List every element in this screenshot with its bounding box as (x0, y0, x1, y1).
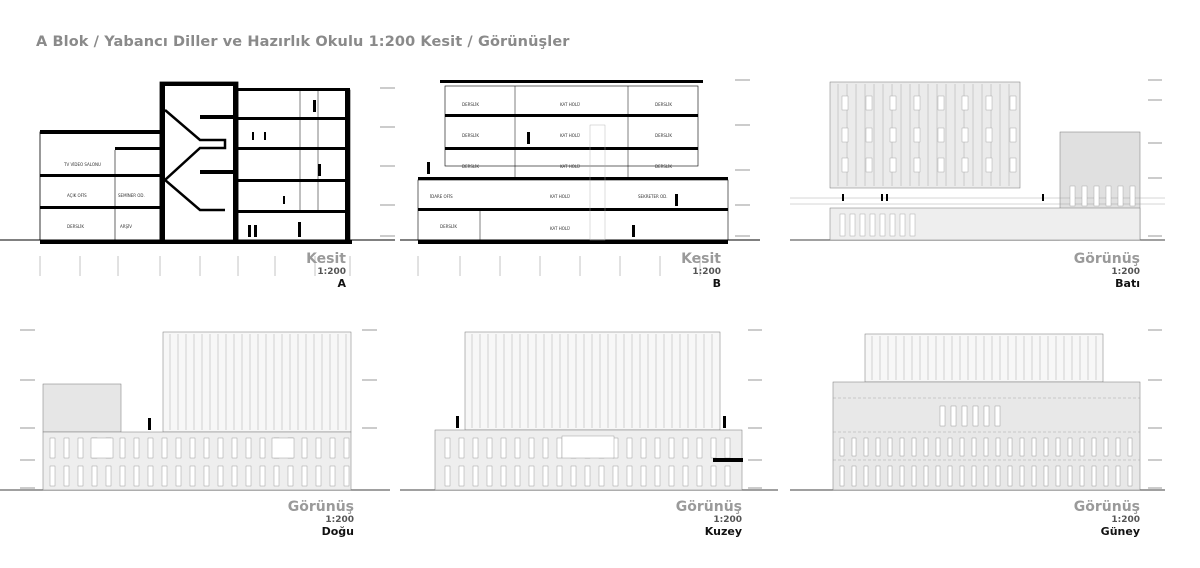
facade-window (162, 438, 167, 458)
room-label: AÇIK OFİS (67, 193, 87, 198)
caption-heading: Görünüş (675, 499, 742, 515)
facade-window (960, 466, 964, 486)
facade-window (697, 466, 702, 486)
facade-window (134, 438, 139, 458)
elevation-east-caption (194, 500, 354, 538)
facade-window (330, 466, 335, 486)
room-label: KAT HOLÜ (560, 133, 580, 138)
level-markers (380, 88, 395, 236)
facade-window (948, 466, 952, 486)
caption-heading: Kesit (306, 251, 346, 267)
facade-window (900, 466, 904, 486)
section-a-panel (0, 70, 400, 300)
facade-window (1116, 438, 1120, 456)
facade-window (1092, 466, 1096, 486)
facade-window (445, 466, 450, 486)
room-label: KAT HOLÜ (550, 194, 570, 199)
room-label: DERSLİK (67, 224, 84, 229)
facade-window (860, 214, 865, 236)
facade-window (972, 438, 976, 456)
level-markers (748, 330, 762, 488)
room-label: DERSLİK (462, 133, 479, 138)
elevation-south-panel (790, 320, 1190, 550)
room-label: DERSLİK (462, 164, 479, 169)
facade-window (960, 438, 964, 456)
facade-window (940, 406, 945, 426)
facade-window (641, 466, 646, 486)
facade-window (962, 406, 967, 426)
facade-window (543, 466, 548, 486)
facade-window (557, 466, 562, 486)
facade-window (683, 438, 688, 458)
facade-window (996, 466, 1000, 486)
facade-window (316, 466, 321, 486)
facade-window (984, 406, 989, 426)
facade-window (914, 128, 920, 142)
facade-window (972, 466, 976, 486)
level-markers (735, 80, 750, 236)
elevation-north-panel (400, 320, 795, 550)
facade-window (866, 128, 872, 142)
facade-window (1104, 438, 1108, 456)
facade-window (1008, 466, 1012, 486)
facade-window (64, 438, 69, 458)
facade-window (627, 438, 632, 458)
facade-window (914, 158, 920, 172)
facade-window (711, 438, 716, 458)
facade-window (515, 438, 520, 458)
facade-window (599, 466, 604, 486)
facade-window (880, 214, 885, 236)
room-label: KAT HOLÜ (550, 226, 570, 231)
facade-window (669, 466, 674, 486)
room-label: KAT HOLÜ (560, 164, 580, 169)
caption-name: Doğu (321, 525, 354, 538)
facade-window (246, 438, 251, 458)
facade-window (951, 406, 956, 426)
caption-scale: 1:200 (692, 267, 721, 277)
elevation-south-caption (980, 500, 1140, 538)
facade-window (557, 438, 562, 458)
facade-window (64, 466, 69, 486)
facade-window (50, 438, 55, 458)
facade-window (162, 466, 167, 486)
facade-window (973, 406, 978, 426)
facade-window (92, 466, 97, 486)
facade-window (986, 128, 992, 142)
facade-window (1032, 438, 1036, 456)
caption-scale: 1:200 (317, 267, 346, 277)
facade-window (344, 466, 349, 486)
facade-window (1068, 438, 1072, 456)
facade-window (1128, 466, 1132, 486)
facade-window (852, 438, 856, 456)
facade-window (78, 466, 83, 486)
room-label: DERSLİK (655, 164, 672, 169)
room-label: DERSLİK (655, 102, 672, 107)
facade-window (190, 466, 195, 486)
facade-window (1080, 438, 1084, 456)
facade-window (936, 438, 940, 456)
facade-window (1044, 438, 1048, 456)
facade-window (996, 438, 1000, 456)
facade-window (683, 466, 688, 486)
facade-window (1080, 466, 1084, 486)
room-label: İDARE OFİS (430, 194, 453, 199)
facade-window (641, 438, 646, 458)
facade-window (1056, 466, 1060, 486)
facade-window (948, 438, 952, 456)
level-markers (1148, 80, 1162, 236)
level-markers (1148, 330, 1162, 488)
facade-window (487, 466, 492, 486)
facade-window (459, 466, 464, 486)
facade-window (148, 438, 153, 458)
caption-name: Kuzey (704, 525, 742, 538)
facade-window (655, 466, 660, 486)
caption-name: B (712, 277, 721, 290)
facade-window (1130, 186, 1135, 206)
caption-name: Güney (1100, 525, 1140, 538)
facade-window (288, 466, 293, 486)
caption-heading: Görünüş (1073, 251, 1140, 267)
facade-window (627, 466, 632, 486)
facade-window (1032, 466, 1036, 486)
facade-window (585, 466, 590, 486)
facade-window (1020, 438, 1024, 456)
facade-window (890, 96, 896, 110)
facade-window (840, 466, 844, 486)
facade-window (459, 438, 464, 458)
facade-window (232, 438, 237, 458)
facade-window (890, 128, 896, 142)
facade-window (1094, 186, 1099, 206)
elevation-north-caption (582, 500, 742, 538)
elevation-west-caption (980, 252, 1140, 290)
facade-window (487, 438, 492, 458)
facade-window (106, 466, 111, 486)
facade-window (984, 438, 988, 456)
facade-window (711, 466, 716, 486)
caption-name: Batı (1115, 277, 1140, 290)
facade-window (986, 158, 992, 172)
facade-window (725, 466, 730, 486)
facade-window (900, 438, 904, 456)
facade-window (870, 214, 875, 236)
facade-window (571, 466, 576, 486)
facade-window (302, 438, 307, 458)
facade-window (190, 438, 195, 458)
facade-window (1044, 466, 1048, 486)
caption-heading: Görünüş (287, 499, 354, 515)
facade-window (842, 128, 848, 142)
facade-window (1010, 96, 1016, 110)
facade-window (473, 438, 478, 458)
facade-window (1070, 186, 1075, 206)
elevation-east-panel (0, 320, 400, 550)
facade-window (260, 438, 265, 458)
facade-window (218, 438, 223, 458)
facade-window (725, 438, 730, 458)
facade-window (890, 158, 896, 172)
facade-window (852, 466, 856, 486)
facade-window (176, 438, 181, 458)
facade-window (1068, 466, 1072, 486)
facade-window (655, 438, 660, 458)
facade-window (984, 466, 988, 486)
facade-window (1118, 186, 1123, 206)
facade-window (473, 466, 478, 486)
room-label: DERSLİK (440, 224, 457, 229)
facade-window (1104, 466, 1108, 486)
facade-window (50, 466, 55, 486)
facade-window (888, 438, 892, 456)
facade-window (864, 438, 868, 456)
facade-window (246, 466, 251, 486)
caption-heading: Kesit (681, 251, 721, 267)
facade-window (543, 438, 548, 458)
facade-window (1128, 438, 1132, 456)
room-label: KAT HOLÜ (560, 102, 580, 107)
facade-window (501, 438, 506, 458)
room-label: DERSLİK (462, 102, 479, 107)
facade-window (1010, 158, 1016, 172)
facade-window (120, 438, 125, 458)
room-label: SEMİNER OD. (118, 193, 145, 198)
facade-window (924, 466, 928, 486)
facade-window (1056, 438, 1060, 456)
facade-window (1092, 438, 1096, 456)
facade-window (316, 438, 321, 458)
caption-scale: 1:200 (713, 515, 742, 525)
room-label: ARŞİV (120, 224, 132, 229)
facade-window (924, 438, 928, 456)
caption-heading: Görünüş (1073, 499, 1140, 515)
section-a-caption (186, 252, 346, 290)
facade-window (842, 96, 848, 110)
room-label: DERSLİK (655, 133, 672, 138)
facade-window (962, 128, 968, 142)
facade-window (515, 466, 520, 486)
facade-window (900, 214, 905, 236)
facade-window (302, 466, 307, 486)
facade-window (986, 96, 992, 110)
facade-window (866, 158, 872, 172)
facade-window (938, 128, 944, 142)
facade-window (134, 466, 139, 486)
caption-scale: 1:200 (1111, 515, 1140, 525)
facade-window (912, 466, 916, 486)
facade-window (260, 466, 265, 486)
facade-window (176, 466, 181, 486)
facade-window (995, 406, 1000, 426)
caption-scale: 1:200 (325, 515, 354, 525)
section-b-panel (400, 70, 795, 300)
facade-window (890, 214, 895, 236)
facade-window (962, 96, 968, 110)
facade-window (204, 438, 209, 458)
facade-window (1010, 128, 1016, 142)
facade-window (840, 438, 844, 456)
facade-window (938, 158, 944, 172)
facade-window (1008, 438, 1012, 456)
facade-window (232, 466, 237, 486)
facade-window (1020, 466, 1024, 486)
facade-window (850, 214, 855, 236)
page-title: A Blok / Yabancı Diller ve Hazırlık Okulu 1:200 Kesit / Görünüşler (36, 34, 570, 50)
facade-window (914, 96, 920, 110)
caption-name: A (337, 277, 346, 290)
room-label: TV VİDEO SALONU (64, 162, 101, 167)
facade-window (912, 438, 916, 456)
facade-window (445, 438, 450, 458)
facade-window (876, 438, 880, 456)
facade-window (962, 158, 968, 172)
facade-window (529, 438, 534, 458)
facade-window (274, 466, 279, 486)
facade-window (888, 466, 892, 486)
facade-window (938, 96, 944, 110)
facade-window (876, 466, 880, 486)
facade-window (344, 438, 349, 458)
room-label: SEKRETER OD. (638, 194, 668, 199)
facade-window (1082, 186, 1087, 206)
facade-window (148, 466, 153, 486)
facade-window (910, 214, 915, 236)
facade-window (866, 96, 872, 110)
facade-window (78, 438, 83, 458)
facade-window (330, 438, 335, 458)
facade-window (1116, 466, 1120, 486)
human-figures-icon (842, 194, 1044, 201)
section-b-caption (561, 252, 721, 290)
human-figures-icon (248, 100, 321, 237)
elevation-west-panel (790, 70, 1190, 300)
facade-window (842, 158, 848, 172)
facade-window (218, 466, 223, 486)
facade-window (120, 466, 125, 486)
facade-window (529, 466, 534, 486)
facade-window (864, 466, 868, 486)
caption-scale: 1:200 (1111, 267, 1140, 277)
facade-window (669, 438, 674, 458)
facade-window (840, 214, 845, 236)
facade-window (936, 466, 940, 486)
facade-window (501, 466, 506, 486)
facade-window (204, 466, 209, 486)
facade-window (613, 466, 618, 486)
facade-window (1106, 186, 1111, 206)
facade-window (697, 438, 702, 458)
human-figures-icon (148, 418, 151, 430)
